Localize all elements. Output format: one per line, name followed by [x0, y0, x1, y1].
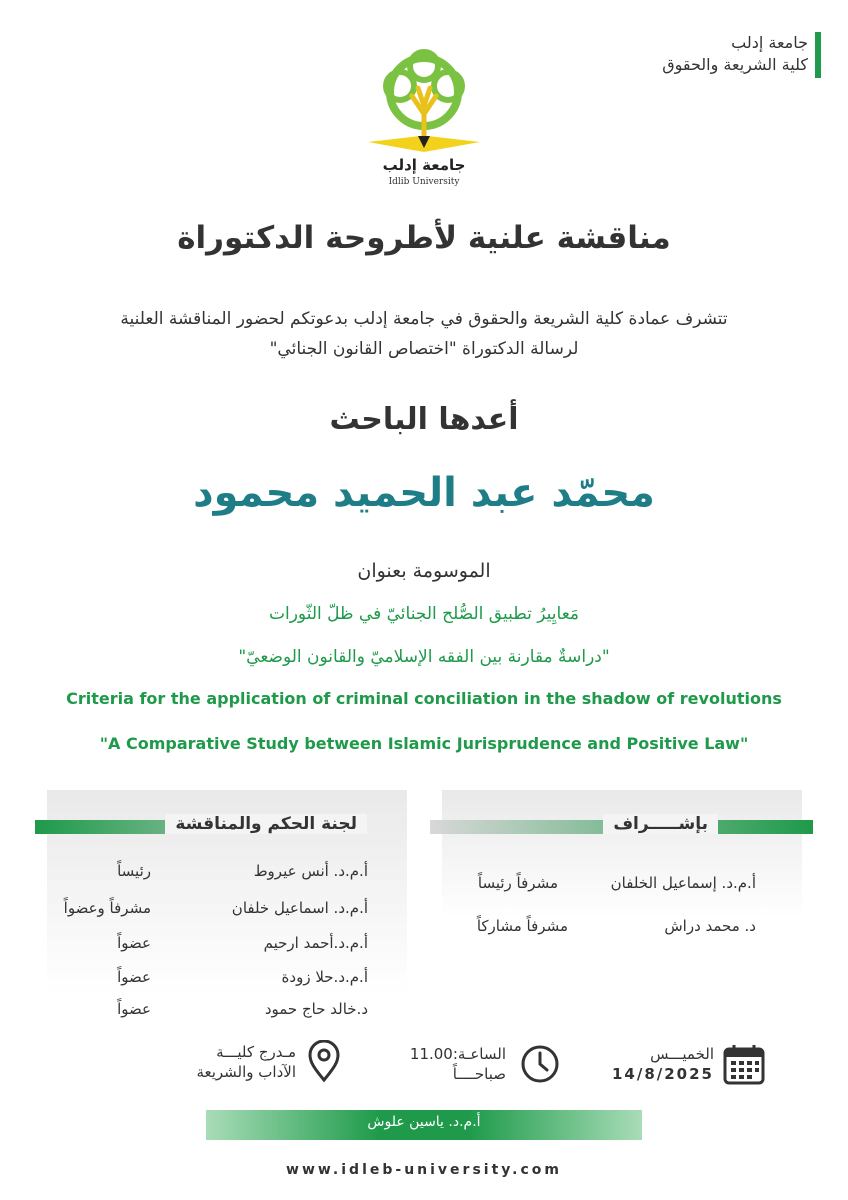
committee-heading: لجنة الحكم والمناقشة [165, 814, 367, 834]
supervisor-role: مشرفاً رئيساً [477, 874, 558, 892]
committee-member-role: عضواً [117, 1000, 151, 1018]
supervision-heading: بإشـــــراف [603, 814, 718, 834]
logo-english-text: Idlib University [388, 177, 460, 187]
invitation-line-2: لرسالة الدكتوراة "اختصاص القانون الجنائي" [269, 339, 579, 359]
logo-arabic-text: جامعة إدلب [382, 156, 466, 174]
event-period: صباحــــاً [452, 1065, 506, 1083]
website-url[interactable]: www.idleb-university.com [286, 1162, 562, 1178]
researcher-name: محمّد عبد الحميد محمود [193, 470, 655, 516]
header-block [662, 32, 808, 76]
signature-name: أ.م.د. ياسين علوش [367, 1114, 481, 1130]
event-time: الساعـة:11.00 [409, 1045, 506, 1063]
committee-member-role: رئيساً [117, 862, 151, 880]
thesis-subtitle-english: "A Comparative Study between Islamic Jurisprudence and Positive Law" [99, 734, 749, 753]
invitation-text [0, 304, 848, 364]
committee-member-name: أ.م.د.حلا زودة [281, 968, 368, 986]
event-time-block [410, 1044, 506, 1084]
clock-icon [520, 1044, 560, 1084]
supervisor-role: مشرفاً مشاركاً [476, 917, 568, 935]
event-venue-line-2: الآداب والشريعة [196, 1063, 296, 1081]
event-date: 14/8/2025 [611, 1065, 714, 1083]
committee-member-role: عضواً [117, 934, 151, 952]
event-venue-line-1: مـدرج كليـــة [216, 1043, 296, 1061]
page-title: مناقشة علنية لأطروحة الدكتوراة [177, 220, 671, 256]
event-venue-block [196, 1042, 296, 1082]
thesis-subtitle-arabic: "دراسةٌ مقارنة بين الفقه الإسلاميّ والقانون الوضعيّ" [238, 647, 610, 667]
header-faculty: كلية الشريعة والحقوق [662, 55, 808, 74]
committee-member-role: مشرفاً وعضواً [63, 899, 151, 917]
thesis-title-arabic: مَعايِيرُ تطبيق الصُّلح الجنائيّ في ظلّ الثّورات [268, 604, 580, 624]
calendar-icon [722, 1042, 766, 1086]
committee-member-name: أ.م.د.أحمد ارحيم [263, 934, 368, 952]
header-university: جامعة إدلب [731, 33, 808, 52]
titled-label: الموسومة بعنوان [357, 560, 491, 582]
location-pin-icon [306, 1040, 342, 1084]
committee-member-name: أ.م.د. اسماعيل خلفان [231, 899, 368, 917]
event-day: الخميـــس [650, 1045, 714, 1063]
invitation-line-1: تتشرف عمادة كلية الشريعة والحقوق في جامعة إدلب بدعوتكم لحضور المناقشة العلنية [120, 309, 728, 329]
committee-member-name: د.خالد حاج حمود [264, 1000, 368, 1018]
committee-member-role: عضواً [117, 968, 151, 986]
supervisor-name: أ.م.د. إسماعيل الخلفان [610, 874, 756, 892]
committee-member-name: أ.م.د. أنس عيروط [253, 862, 368, 880]
supervisor-name: د. محمد دراش [664, 917, 756, 935]
header-accent-bar [815, 32, 821, 78]
prepared-by-label: أعدها الباحث [329, 402, 519, 437]
thesis-title-english: Criteria for the application of criminal conciliation in the shadow of revolutions [66, 689, 782, 708]
event-date-block [612, 1044, 714, 1084]
